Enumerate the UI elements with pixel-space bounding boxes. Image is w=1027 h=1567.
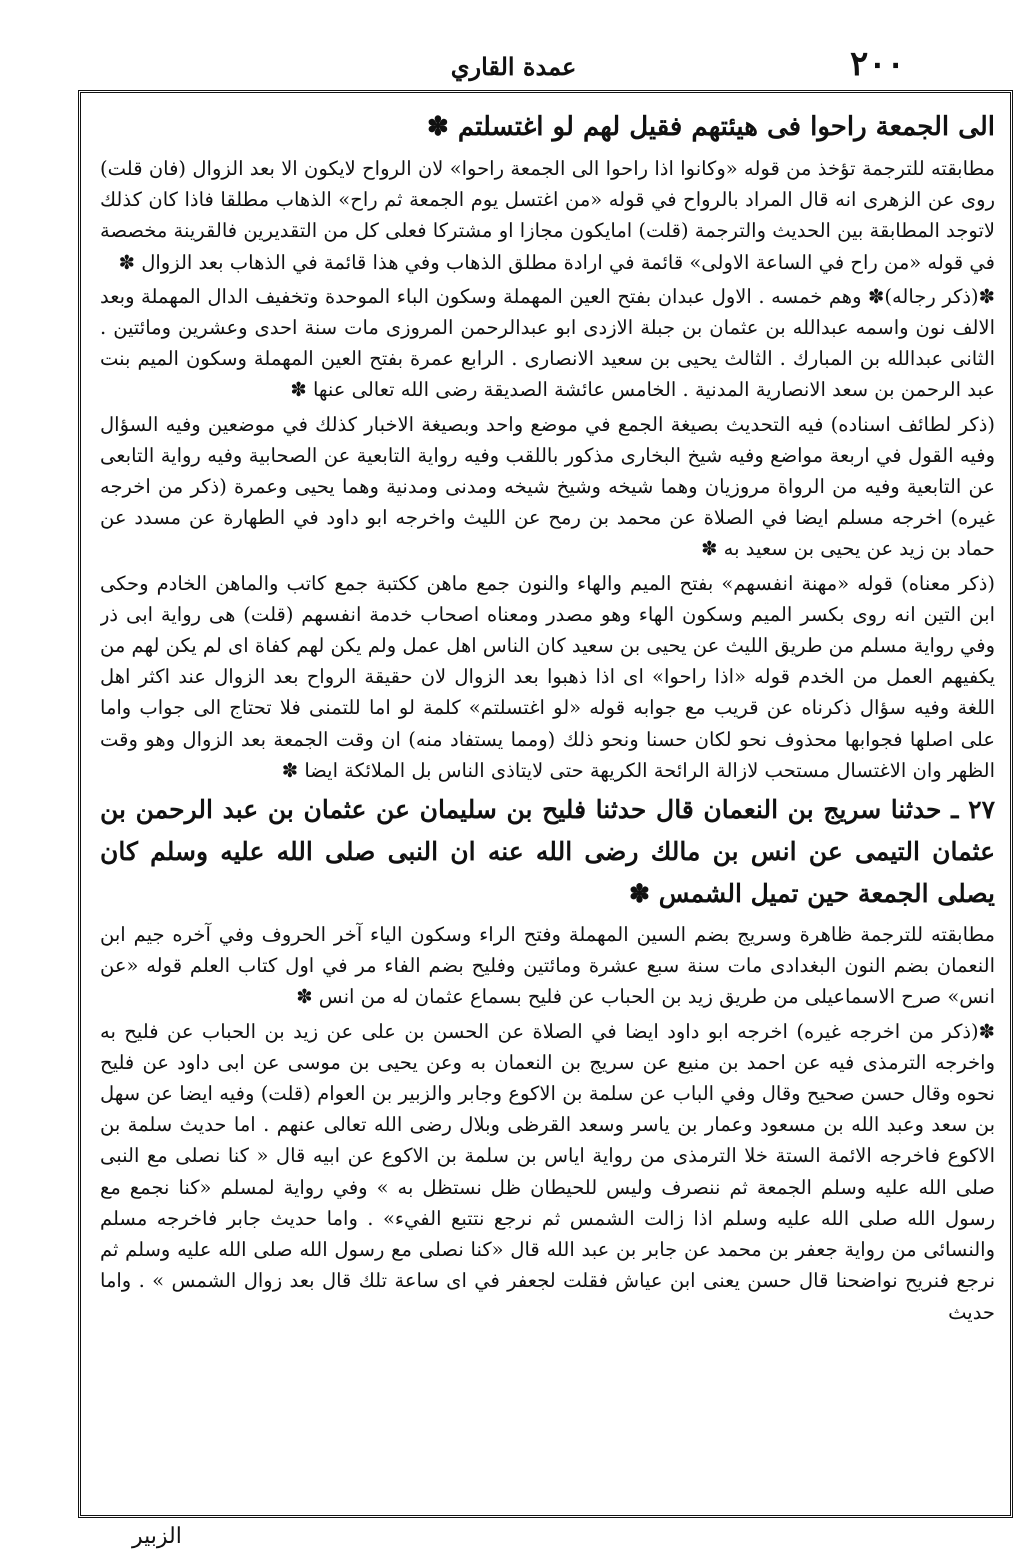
page-header [0,30,1027,90]
paragraph: (ذكر معناه) قوله «مهنة انفسهم» بفتح الميم والهاء والنون جمع ماهن ككتبة جمع كاتب والماهن الخادم وحكى ابن التين انه روى بكسر الميم وسكون الهاء وهو مصدر ومعناه اصحاب خدمة انفسهم (قلت) هى رواية ابى ذر وفي رواية مسلم من طريق الليث عن يحيى بن سعيد كان الناس اهل عمل ولم يكن لهم كفاة اى لم يكن لهم من يكفيهم العمل من الخدم قوله «اذا راحوا» اى اذا ذهبوا بعد الزوال لان حقيقة الرواح بعد الزوال عند اكثر اهل اللغة وفيه سؤال ذكرناه عن قريب مع جوابه قوله «لو اغتسلتم» كلمة لو اما للتمنى فلا تحتاج الى جواب واما على اصلها فجوابها محذوف نحو لكان حسنا ونحو ذلك (ومما يستفاد منه) ان وقت الجمعة بعد الزوال وهو وقت الظهر وان الاغتسال مستحب لازالة الرائحة الكريهة حتى لايتاذى الناس بل الملائكة ايضا ✽ [100,571,995,782]
paragraph: مطابقته للترجمة ظاهرة وسريج بضم السين المهملة وفتح الراء وسكون الياء آخر الحروف وفي آخره جيم ابن النعمان بضم النون البغدادى مات سنة سبع عشرة ومائتين وفليح بضم الفاء مر في اول كتاب العلم قوله «عن انس» صرح الاسماعيلى من طريق زيد بن الحباب عن فليح بسماع عثمان له من انس ✽ [100,923,995,1009]
paragraph: (ذكر لطائف اسناده) فيه التحديث بصيغة الجمع في موضع واحد وبصيغة الاخبار كذلك في موضعين وفيه السؤال وفيه القول في اربعة مواضع وفيه شيخ البخارى مذكور باللقب وفيه رواية التابعية عن الصحابية وفيه رواية التابعى عن التابعية وفيه من الرواة مروزيان وهما شيخه وشيخ شيخه ومدنى ومدنية وهما يحيى وعمرة (ذكر من اخرجه غيره) اخرجه مسلم ايضا في الصلاة عن محمد بن رمح عن الليث واخرجه ابو داود في الطهارة عن مسدد عن حماد بن زيد عن يحيى بن سعيد به ✽ [100,412,995,561]
catchword: الزبير [132,1524,182,1549]
paragraph: مطابقته للترجمة تؤخذ من قوله «وكانوا اذا راحوا الى الجمعة راحوا» لان الرواح لايكون الا بعد الزوال (فان قلت) روى عن الزهرى انه قال المراد بالرواح في قوله «من اغتسل يوم الجمعة ثم راح» الذهاب مطلقا فاذا كان كذلك لاتوجد المطابقة بين الحديث والترجمة (قلت) امايكون مجازا او مشتركا فعلى كل من التقديرين فالقرينة مخصصة في قوله «من راح في الساعة الاولى» قائمة في ارادة مطلق الذهاب وفي هذا قائمة في الذهاب بعد الزوال ✽ [100,157,995,274]
paragraph: ✽(ذكر رجاله)✽ وهم خمسه . الاول عبدان بفتح العين المهملة وسكون الباء الموحدة وتخفيف الدال المهملة وبعد الالف نون واسمه عبدالله بن عثمان بن جبلة الازدى ابو عبدالرحمن المروزى مات سنة احدى وعشرين ومائتين . الثانى عبدالله بن المبارك . الثالث يحيى بن سعيد الانصارى . الرابع عمرة بفتح العين المهملة وسكون الميم بنت عبد الرحمن بن سعد الانصارية المدنية . الخامس عائشة الصديقة رضى الله تعالى عنها ✽ [100,284,995,402]
book-title: عمدة القاري [450,52,577,81]
page-number: ٢٠٠ [850,44,905,84]
section-heading: الى الجمعة راحوا فى هيئتهم فقيل لهم لو اغتسلتم ✽ [427,112,995,142]
paragraph: ✽(ذكر من اخرجه غيره) اخرجه ابو داود ايضا في الصلاة عن الحسن بن على عن زيد بن الحباب عن فليح به واخرجه الترمذى فيه عن احمد بن منيع عن سريج بن النعمان به وعن يحيى بن موسى عن ابى داود عن فليح نحوه وقال حسن صحيح وقال وفي الباب عن سلمة بن الاكوع وجابر والزبير بن العوام (قلت) وفيه ايضا عن سهل بن سعد وعبد الله بن مسعود وعمار بن ياسر وسعد القرظى وبلال رضى الله تعالى عنهم . اما حديث سلمة بن الاكوع فاخرجه الائمة الستة خلا الترمذى من رواية اياس بن سلمة بن الاكوع عن ابيه قال « كنا نصلى مع النبى صلى الله عليه وسلم الجمعة ثم ننصرف وليس للحيطان ظل نستظل به » وفي رواية لمسلم «كنا نجمع مع رسول الله صلى الله عليه وسلم اذا زالت الشمس ثم نرجع نتتبع الفيء» . واما حديث جابر فاخرجه مسلم والنسائى من رواية جعفر بن محمد عن جابر بن عبد الله قال «كنا نصلى مع رسول الله صلى الله عليه وسلم ثم نرجع فنريح نواضحنا قال حسن يعنى ابن عياش فقلت لجعفر في اى ساعة تلك قال بعد زوال الشمس » . واما حديث [100,1019,995,1324]
hadith-text: ٢٧ ـ حدثنا سريج بن النعمان قال حدثنا فليح بن سليمان عن عثمان بن عبد الرحمن بن عثمان التيمى عن انس بن مالك رضى الله عنه ان النبى صلى الله عليه وسلم كان يصلى الجمعة حين تميل الشمس ✽ [100,795,995,909]
page-content [100,105,995,1510]
